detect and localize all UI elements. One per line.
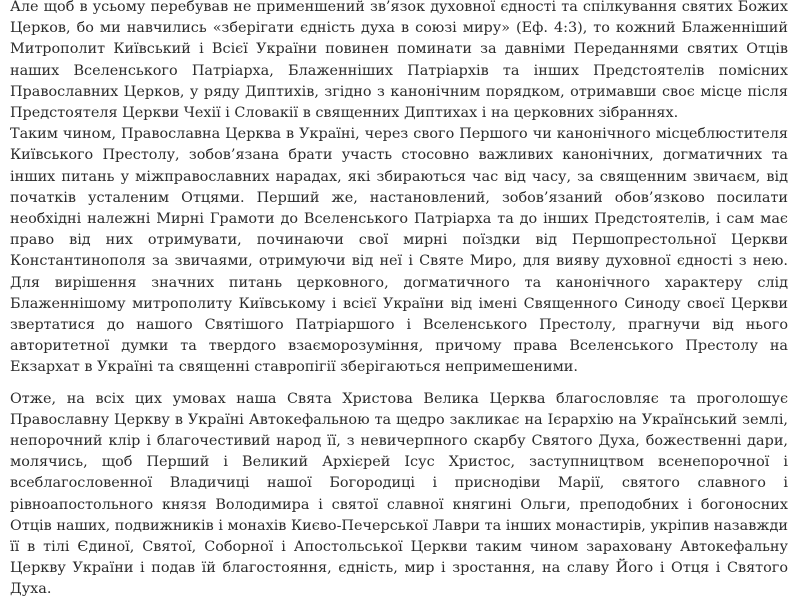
paragraph-diptychs: Але щоб в усьому перебував не применшений зв’язок духовної єдності та спілкування святих Божих Церков, бо ми навчились «зберігати єдність духа в союзі миру» (Еф. 4:3), то кожний Блаженніший Митрополит Київський і Всієї України повинен поминати за давніми Переданнями святих Отців наших Вселенського Патріарха, Блаженніших Патріархів та інших Предстоятелів помісних Православних Церков, у ряду Диптихів, згідно з канонічним порядком, отримавши своє місце після Предстоятеля Церкви Чехії і Словакії в священних Диптихах і на церковних зібраннях. [10, 0, 788, 122]
paragraph-blessing: Отже, на всіх цих умовах наша Свята Христова Велика Церква благословляє та проголошує Православну Церкву в Україні Автокефальною та щедро закликає на Ієрархію на Український землі, непорочний клір і благочестивий народ її, з невичерпного скарбу Святого Духа, божественні дари, молячись, щоб Перший і Великий Архієрей Ісус Христос, заступництвом всенепорочної і всеблагословенної Владичиці нашої Богородиці і приснодіви Марії, святого славного і рівноапостольного князя Володимира і святої славної княгині Ольги, преподобних і богоносних Отців наших, подвижників і монахів Києво-Печерської Лаври та інших монастирів, укріпив назавжди її в тілі Єдиної, Святої, Соборної і Апостольської Церкви таким чином зараховану Автокефальну Церкву України і подав їй благостояння, єдність, мир і зростання, на славу Його і Отця і Святого Духа. [10, 390, 788, 598]
paragraph-obligations: Таким чином, Православна Церква в Україні, через свого Першого чи канонічного місцеблюстителя Київського Престолу, зобов’язана брати участь стосовно важливих канонічних, догматичних та інших питань у міжправославних нарадах, які збираються час від часу, за священним звичаєм, від початків усталеним Отцями. Перший же, настановлений, зобов’язаний обов’язково посилати необхідні належні Мирні Грамоти до Вселенського Патріарха та до інших Предстоятелів, і сам має право від них отримувати, починаючи свої мирні поїздки від Першопрестольної Церкви Константинополя за звичаями, отримуючи від неї і Святе Миро, для вияву духовної єдності з нею. Для вирішення значних питань церковного, догматичного та канонічного характеру слід Блаженнішому митрополиту Київському і всієї України від імені Священного Синоду своєї Церкви звертатися до нашого Святішого Патріаршого і Вселенського Престолу, прагнучи від нього авторитетної думки та твердого взаєморозуміння, причому права Вселенського Престолу на Екзархат в Україні та священні ставропігії зберігаються непримешеними. [10, 126, 788, 376]
